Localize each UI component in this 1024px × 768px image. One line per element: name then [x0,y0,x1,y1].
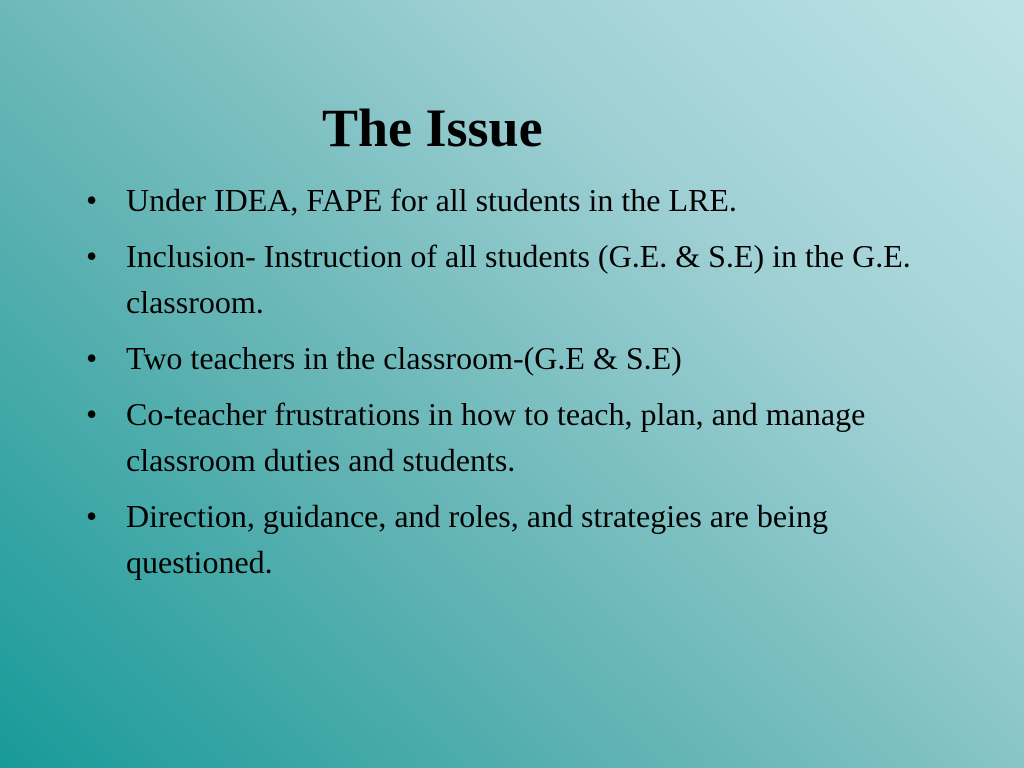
bullet-text: Inclusion- Instruction of all students (G.E. & S.E) in the G.E. classroom. [126,238,911,320]
bullet-item [86,493,946,585]
bullet-text: Two teachers in the classroom-(G.E & S.E) [126,340,682,376]
bullet-item [86,391,946,483]
bullet-list [86,177,946,595]
bullet-dot-icon: • [86,182,98,218]
bullet-item [86,335,946,381]
slide-title: The Issue [322,98,543,158]
bullet-item [86,177,946,223]
bullet-text: Direction, guidance, and roles, and strategies are being questioned. [126,498,828,580]
bullet-dot-icon: • [86,498,98,534]
bullet-dot-icon: • [86,340,98,376]
bullet-dot-icon: • [86,396,98,432]
bullet-text: Under IDEA, FAPE for all students in the LRE. [126,182,737,218]
bullet-dot-icon: • [86,238,98,274]
bullet-item [86,233,946,325]
bullet-text: Co-teacher frustrations in how to teach, plan, and manage classroom duties and students. [126,396,866,478]
